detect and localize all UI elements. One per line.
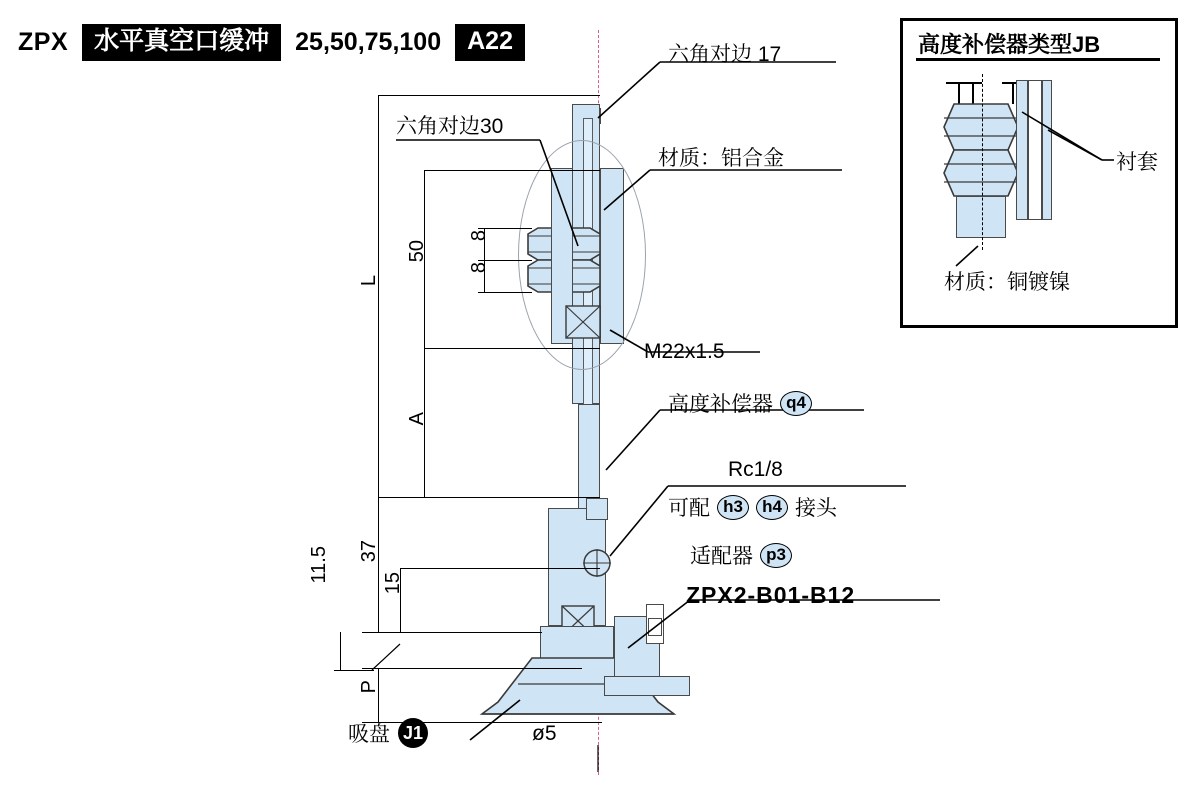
pad-badge: J1 — [398, 718, 428, 748]
fitting-badge-h3: h3 — [717, 495, 749, 520]
dim-label-8-upper: 8 — [468, 230, 490, 242]
callout-pad-group — [348, 718, 428, 748]
callout-adapter-model: ZPX2-B01-B12 — [686, 582, 856, 608]
dim-label-P: P — [358, 680, 380, 694]
series-code: ZPX — [18, 27, 69, 56]
inset-material-label: 材质：铜镀镍 — [944, 271, 1070, 294]
fitting-badge-h4: h4 — [756, 495, 788, 520]
callout-bore: ø5 — [532, 722, 557, 745]
size-list: 25,50,75,100 — [295, 27, 442, 56]
callout-hex17: 六角对边 17 — [668, 43, 782, 66]
dim-label-15: 15 — [382, 572, 404, 595]
inset-bushing-label: 衬套 — [1116, 151, 1158, 174]
dim-label-50: 50 — [406, 240, 428, 263]
adapter-badge: p3 — [760, 543, 792, 568]
dim-label-11-5: 11.5 — [308, 546, 330, 584]
dim-label-8-lower: 8 — [468, 262, 490, 274]
dim-label-37: 37 — [358, 540, 380, 563]
callout-compensator-label: 高度补偿器 — [668, 393, 773, 416]
callout-fitting-suffix: 接头 — [795, 497, 837, 520]
callout-rc: Rc1/8 — [728, 458, 783, 481]
callout-fitting-prefix: 可配 — [668, 497, 710, 520]
compensator-badge: q4 — [780, 391, 812, 416]
type-badge: 水平真空口缓冲 — [82, 24, 281, 61]
dim-label-A: A — [406, 412, 428, 426]
callout-pad-label: 吸盘 — [348, 723, 390, 746]
callout-adapter-group — [690, 540, 792, 570]
callout-hex30: 六角对边30 — [396, 115, 504, 138]
callout-adapter-label: 适配器 — [690, 545, 753, 568]
callout-material: 材质：铝合金 — [658, 147, 784, 170]
inset-title: 高度补偿器类型JB — [918, 32, 1101, 57]
model-badge: A22 — [455, 24, 525, 61]
dim-label-L: L — [358, 275, 380, 287]
callout-compensator-group — [668, 388, 812, 418]
callout-thread: M22x1.5 — [644, 340, 725, 363]
callout-fitting-group — [668, 492, 837, 522]
